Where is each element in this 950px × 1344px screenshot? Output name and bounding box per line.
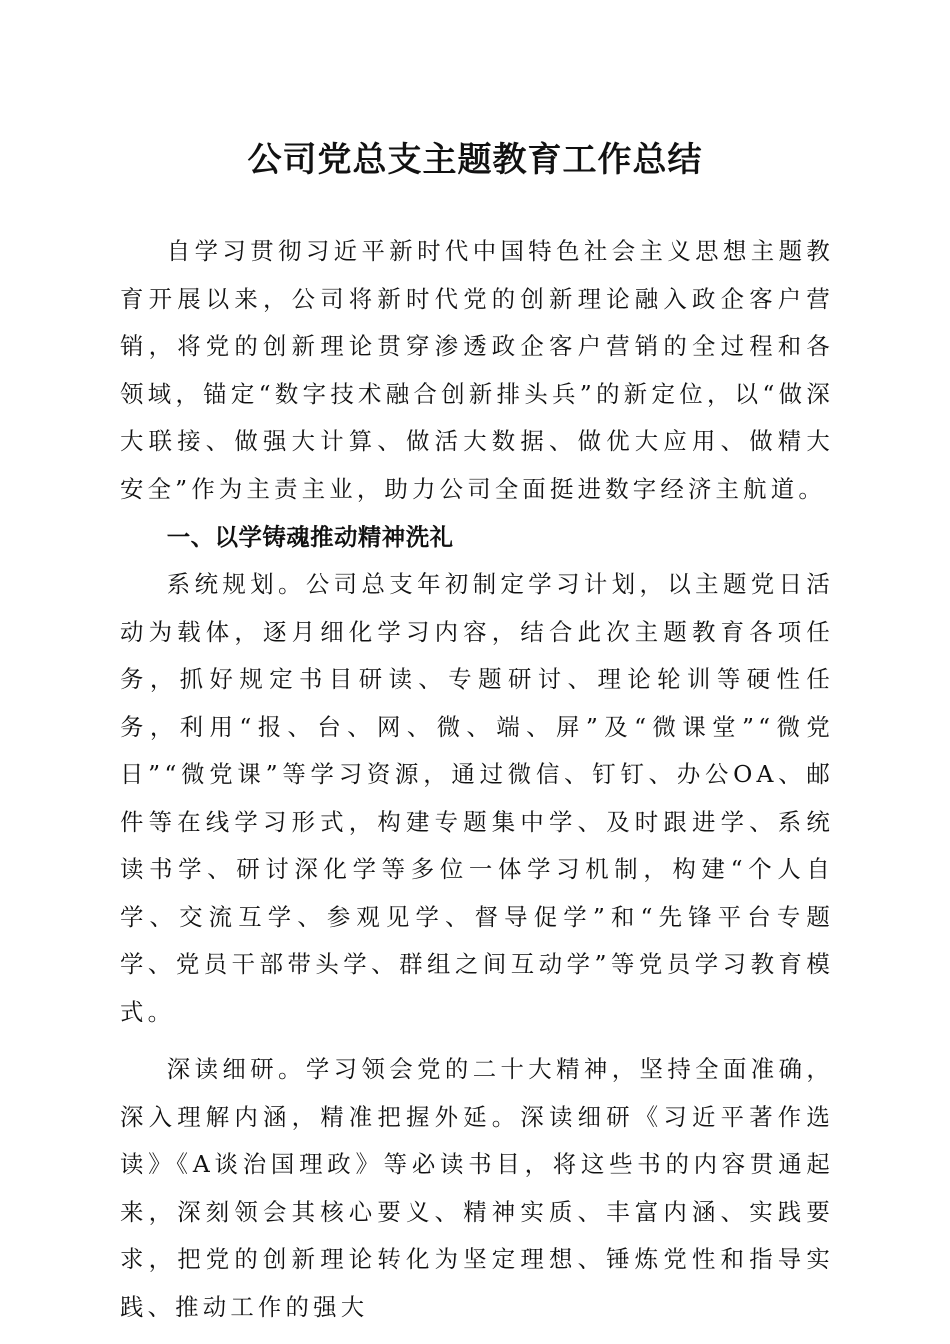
intro-paragraph: 自学习贯彻习近平新时代中国特色社会主义思想主题教育开展以来，公司将新时代党的创新理论融入政企客户营销，将党的创新理论贯穿渗透政企客户营销的全过程和各领域，锚定“数字技术融合创新排头兵”的新定位，以“做深大联接、做强大计算、做活大数据、做优大应用、做精大安全”作为主责主业，助力公司全面挺进数字经济主航道。: [120, 237, 834, 503]
section1-paragraph-reading: 深读细研。学习领会党的二十大精神，坚持全面准确，深入理解内涵，精准把握外延。深读细研《习近平著作选读》《A谈治国理政》等必读书目，将这些书的内容贯通起来，深刻领会其核心要义、精神实质、丰富内涵、实践要求，把党的创新理论转化为坚定理想、锤炼党性和指导实践、推动工作的强大: [120, 1055, 834, 1321]
section1-paragraph-planning: 系统规划。公司总支年初制定学习计划，以主题党日活动为载体，逐月细化学习内容，结合此次主题教育各项任务，抓好规定书目研读、专题研讨、理论轮训等硬性任务，利用“报、台、网、微、端、屏”及“微课堂”“微党日”“微党课”等学习资源，通过微信、钉钉、办公OA、邮件等在线学习形式，构建专题集中学、及时跟进学、系统读书学、研讨深化学等多位一体学习机制，构建“个人自学、交流互学、参观见学、督导促学”和“先锋平台专题学、党员干部带头学、群组之间互动学”等党员学习教育模式。: [120, 570, 834, 1026]
document-body: [120, 228, 834, 1331]
document-title: 公司党总支主题教育工作总结: [247, 140, 703, 180]
section-heading-1: 一、以学铸魂推动精神洗礼: [166, 523, 454, 551]
paragraph-gap: [120, 1036, 834, 1046]
